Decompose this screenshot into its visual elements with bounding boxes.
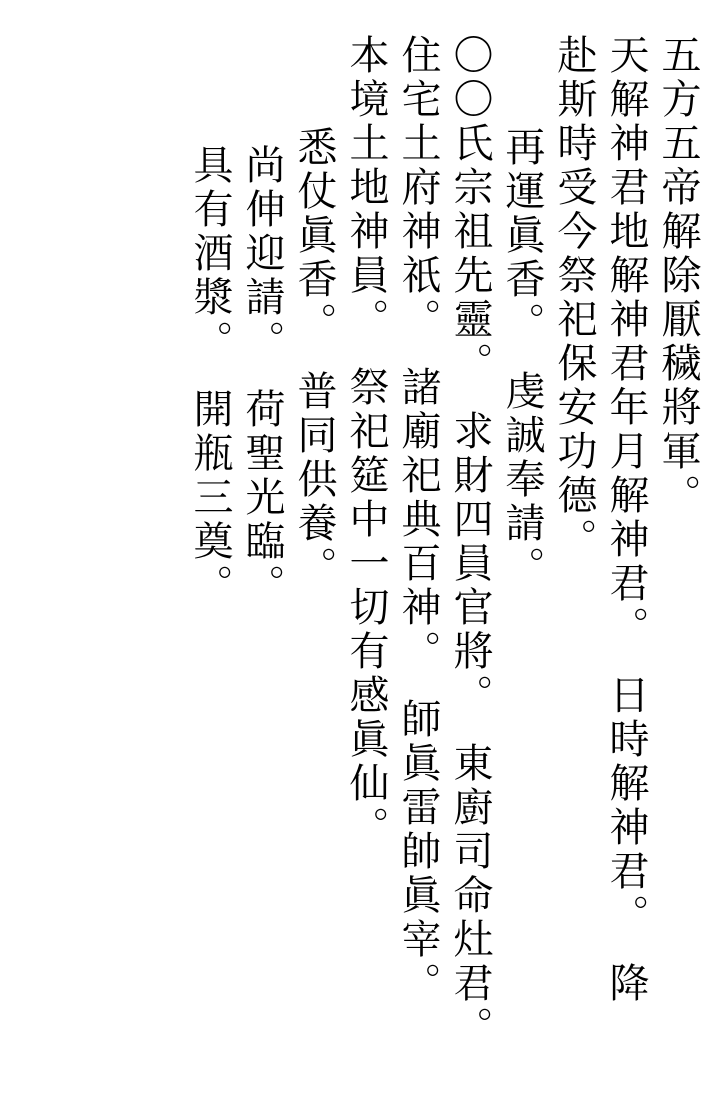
text-column: 赴斯時受今祭祀保安功德。 [551,34,597,562]
text-column: 本境土地神員。 祭祀筵中一切有感眞仙。 [343,34,389,850]
text-column: 尚伸迎請。 荷聖光臨。 [239,144,285,608]
text-column: 住宅土府神祇。 諸廟祀典百神。 師眞雷帥眞宰。 [395,34,441,1006]
text-column: 悉仗眞香。 普同供養。 [291,126,337,590]
text-column: 天解神君地解神君年月解神君。 日時解神君。 降 [603,34,649,1006]
text-column: 五方五帝解除厭穢將軍。 [655,34,701,518]
text-column: 具有酒漿。 開瓶三奠。 [187,144,233,608]
text-column: 〇〇氏宗祖先靈。 求財四員官將。 東廚司命灶君。 [447,34,493,1050]
text-column: 再運眞香。 虔誠奉請。 [499,126,545,590]
vertical-text-body [38,34,701,1050]
